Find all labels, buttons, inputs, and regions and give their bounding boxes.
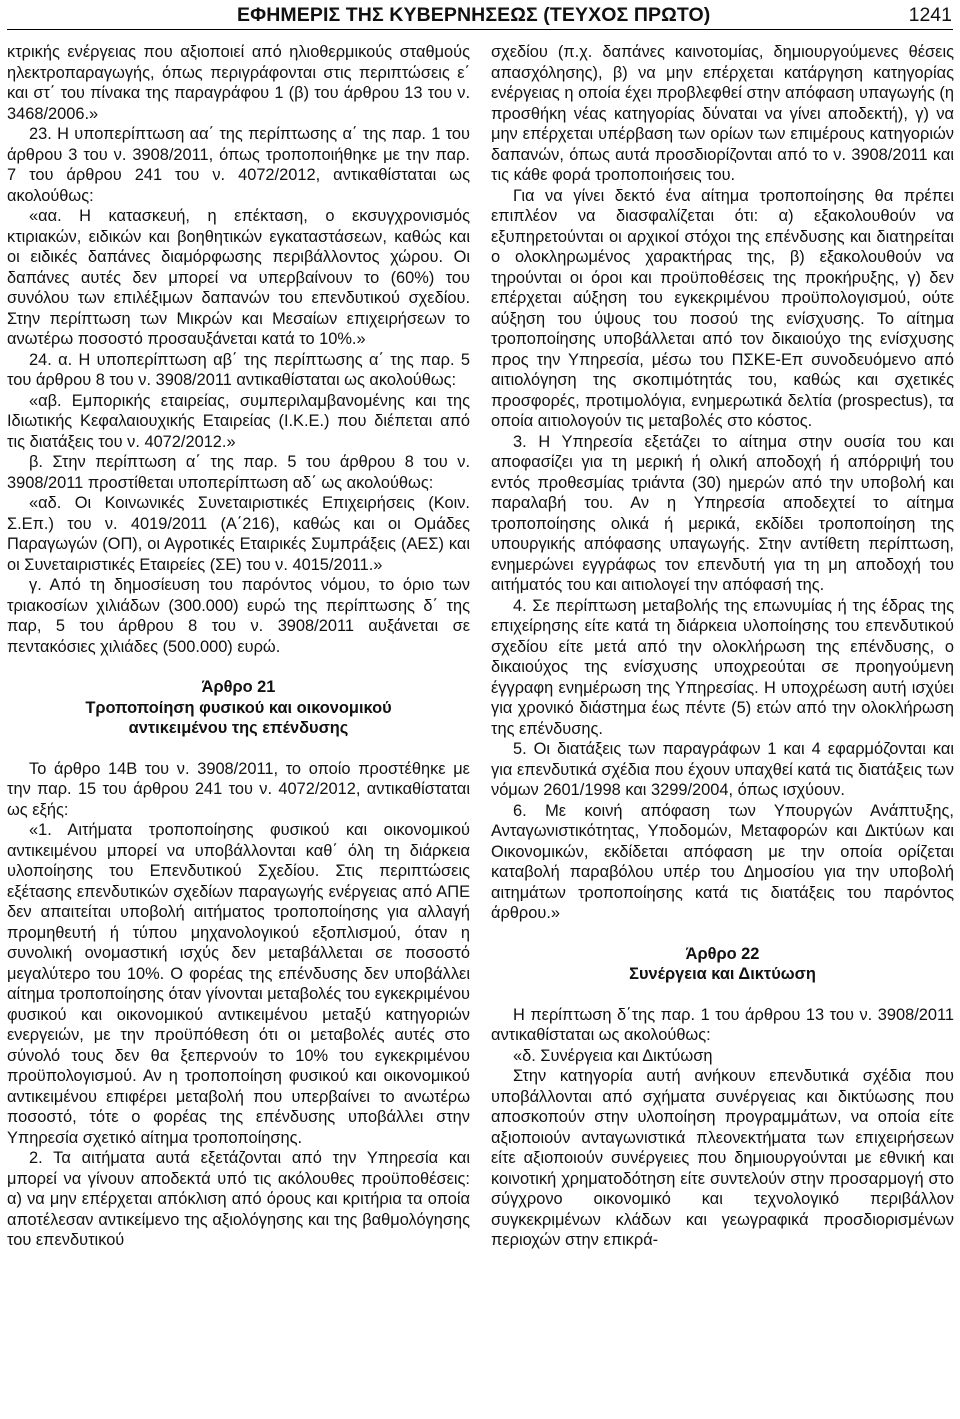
paragraph: 6. Με κοινή απόφαση των Υπουργών Ανάπτυξης, Ανταγωνιστικότητας, Υποδομών, Μεταφορών και Δικτύων και Οικονομικών, εκδίδεται απόφαση με την οποία ορίζεται καταβολή παραβόλου υπέρ του Δημοσίου για την υποβολή αιτημάτων τροποποίησης κατά τις διατάξεις του παρόντος άρθρου.»: [491, 801, 954, 922]
paragraph: Η περίπτωση δ΄της παρ. 1 του άρθρου 13 του ν. 3908/2011 αντικαθίσταται ως ακολούθως:: [491, 1005, 954, 1044]
page-number: 1241: [908, 4, 952, 26]
paragraph: 5. Οι διατάξεις των παραγράφων 1 και 4 εφαρμόζονται και για επενδυτικά σχέδια που έχουν υπαχθεί κατά τις διατάξεις των νόμων 2601/1998 και 3299/2004, όπως ισχύουν.: [491, 740, 954, 799]
article-title: αντικειμένου της επένδυσης: [128, 719, 349, 737]
paragraph: σχεδίου (π.χ. δαπάνες καινοτομίας, δημιουργούμενες θέσεις απασχόλησης), β) να μην επέρχεται κατάργηση κατηγορίας ενέργειας η οποία έχει προβλεφθεί στην απόφαση υπαγωγής (η προσθήκη νέας κατηγορίας δύναται να γίνει αποδεκτή), γ) να μην επέρχεται υπέρβαση των ορίων των επιμέρους κατηγοριών δαπανών, όπως αυτά προσδιορίζονται από το ν. 3908/2011 και τις κάθε φορά τροποποιήσεις του.: [491, 43, 954, 184]
paragraph: Για να γίνει δεκτό ένα αίτημα τροποποίησης θα πρέπει επιπλέον να διασφαλίζεται ότι: α) εξακολουθούν να εξυπηρετούνται οι αρχικοί στόχοι της επένδυσης και διατηρείται ο ολοκληρωμένος χαρακτήρας της, β) εξακολουθούν να τηρούνται οι όροι και προϋποθέσεις της προκήρυξης, γ) δεν επέρχεται αύξηση του εγκεκριμένου προϋπολογισμού, ούτε αύξηση του ύψους του ποσού της ενίσχυσης. Το αίτημα τροποποίησης υποβάλλεται από τον δικαιούχο της ενίσχυσης προς την Υπηρεσία, μέσω του ΠΣΚΕ-Επ συνοδευόμενο από αιτιολόγηση της σκοπιμότητάς του, καθώς και σχετικές προσφορές, προτιμολόγια, ενημερωτικά δελτία (prospectus), τα οποία αιτιολογούν τις μεταβολές στο κόστος.: [491, 186, 954, 430]
paragraph: Το άρθρο 14Β του ν. 3908/2011, το οποίο προστέθηκε με την παρ. 15 του άρθρου 241 του ν. 4072/2012, αντικαθίσταται ως εξής:: [7, 759, 470, 819]
paragraph: «δ. Συνέργεια και Δικτύωση: [513, 1046, 713, 1065]
paragraph: «αβ. Εμπορικής εταιρείας, συμπεριλαμβανομένης και της Ιδιωτικής Κεφαλαιουχικής Εταιρείας (Ι.Κ.Ε.) που διέπεται από τις διατάξεις του ν. 4072/2012.»: [7, 391, 470, 451]
paragraph: 23. Η υποπερίπτωση αα΄ της περίπτωσης α΄ της παρ. 1 του άρθρου 3 του ν. 3908/2011, όπως τροποποιήθηκε με την παρ. 7 του άρθρου 241 του ν. 4072/2012, αντικαθίσταται ως ακολούθως:: [7, 125, 470, 205]
left-column: [7, 42, 470, 1251]
paragraph: β. Στην περίπτωση α΄ της παρ. 5 του άρθρου 8 του ν. 3908/2011 προστίθεται υποπερίπτωση αδ΄ ως ακολούθως:: [7, 453, 470, 492]
article-number: Άρθρο 22: [685, 944, 760, 963]
paragraph: Στην κατηγορία αυτή ανήκουν επενδυτικά σχέδια που υποβάλλονται από σχήματα συνέργειας και δικτύωσης που αποσκοπούν στην υλοποίηση προγραμμάτων, να οποία είτε αξιοποιούν ανταγωνιστικά πλεονεκτήματα των επιχειρήσεων είτε αξιοποιούν συνέργειες που δημιουργούνται με εθνική και κοινοτική χρηματοδότηση είτε συντελούν στην προσαρμογή στο σύγχρονο οικονομικό και τεχνολογικό περιβάλλον συγκεκριμένων κλάδων και γεωγραφικά προσδιορισμένων περιοχών στην επικρά-: [491, 1067, 954, 1249]
article-title: Τροποποίηση φυσικού και οικονομικού: [85, 698, 392, 717]
header-divider: [7, 29, 953, 30]
gazette-title: ΕΦΗΜΕΡΙΣ ΤΗΣ ΚΥΒΕΡΝΗΣΕΩΣ (ΤΕΥΧΟΣ ΠΡΩΤΟ): [237, 4, 711, 26]
article-number: Άρθρο 21: [201, 678, 276, 696]
right-column: [491, 42, 954, 1251]
paragraph: 4. Σε περίπτωση μεταβολής της επωνυμίας ή της έδρας της επιχείρησης είτε κατά τη διάρκεια υλοποίησης του επενδυτικού σχεδίου είτε μετά από την ολοκλήρωση της επένδυσης, ο δικαιούχος της ενίσχυσης υποχρεούται σε προηγούμενη έγγραφη ενημέρωση της Υπηρεσίας. Η υποχρέωση αυτή ισχύει για χρονικό διάστημα έως πέντε (5) ετών από την ολοκλήρωση της επένδυσης.: [491, 596, 954, 738]
paragraph: 24. α. Η υποπερίπτωση αβ΄ της περίπτωσης α΄ της παρ. 5 του άρθρου 8 του ν. 3908/2011 αντικαθίσταται ως ακολούθως:: [7, 350, 470, 389]
paragraph: κτρικής ενέργειας που αξιοποιεί από ηλιοθερμικούς σταθμούς ηλεκτροπαραγωγής, όπως περιγράφονται στις περιπτώσεις ε΄ και στ΄ του πίνακα της παραγράφου 1 (β) του άρθρου 13 του ν. 3468/2006.»: [7, 43, 470, 123]
article-title: Συνέργεια και Δικτύωση: [629, 965, 816, 983]
page-header: [0, 0, 960, 30]
paragraph: «αα. Η κατασκευή, η επέκταση, ο εκσυγχρονισμός κτιριακών, ειδικών και βοηθητικών εγκαταστάσεων, καθώς και οι ειδικές δαπάνες διαμόρφωσης περιβάλλοντος χώρου. Οι δαπάνες αυτές δεν μπορεί να υπερβαίνουν το (60%) του συνόλου των επιλέξιμων δαπανών του επενδυτικού σχεδίου. Στην περίπτωση των Μικρών και Μεσαίων επιχειρήσεων το ανωτέρω ποσοστό προσαυξάνεται κατά το 10%.»: [7, 207, 470, 348]
paragraph: «αδ. Οι Κοινωνικές Συνεταιριστικές Επιχειρήσεις (Κοιν. Σ.Επ.) του ν. 4019/2011 (Α΄216), καθώς και οι Ομάδες Παραγωγών (ΟΠ), οι Αγροτικές Εταιρικές Συμπράξεις (ΑΕΣ) και οι Συνεταιριστικές Εταιρείες (ΣΕ) του ν. 4015/2011.»: [7, 494, 470, 574]
paragraph: 3. Η Υπηρεσία εξετάζει το αίτημα στην ουσία του και αποφασίζει για τη μερική ή ολική αποδοχή ή απόρριψή του εντός προθεσμίας τριάντα (30) ημερών από την υποβολή και παραλαβή του. Αν η Υπηρεσία αποδεχτεί το αίτημα τροποποίησης ολικά ή μερικά, εκδίδει τροποποίηση της υπουργικής απόφασης υπαγωγής. Στην αντίθετη περίπτωση, ενημερώνει εγγράφως τον επενδυτή για τη μη αποδοχή του αιτήματός του και αιτιολογεί την απόφασή της.: [491, 432, 954, 594]
paragraph: «1. Αιτήματα τροποποίησης φυσικού και οικονομικού αντικειμένου μπορεί να υποβάλλονται καθ΄ όλη τη διάρκεια υλοποίησης του Επενδυτικού Σχεδίου. Στις περιπτώσεις εξέτασης επενδυτικών σχεδίων παραγωγής ενέργειας από ΑΠΕ δεν απαιτείται υποβολή αιτήματος τροποποίησης για αλλαγή προμηθευτή ή τύπου μηχανολογικού εξοπλισμού, όταν η συνολική ονομαστική ισχύς δεν μεταβάλλεται σε ποσοστό μεγαλύτερο του 10%. Ο φορέας της επένδυσης δεν υποβάλλει αίτημα τροποποίησης όταν γίνονται μεταβολές του εγκεκριμένου φυσικού και οικονομικού αντικειμένου μεταξύ κατηγοριών ενεργειών, με την προϋπόθεση ότι οι μεταβολές αυτές στο σύνολό τους δεν θα ξεπερνούν το 10% του εγκεκριμένου προϋπολογισμού. Αν η τροποποίηση φυσικού και οικονομικού αντικειμένου επιφέρει μεταβολή που υπερβαίνει το ανωτέρω ποσοστό, τότε ο φορέας της επένδυσης υποβάλλει στην Υπηρεσία σχετικό αίτημα τροποποίησης.: [7, 821, 470, 1147]
paragraph: γ. Από τη δημοσίευση του παρόντος νόμου, το όριο των τριακοσίων χιλιάδων (300.000) ευρώ της περίπτωσης δ΄ της παρ, 5 του άρθρου 8 του ν. 3908/2011 αυξάνεται σε πεντακόσιες χιλιάδες (500.000) ευρώ.: [7, 576, 470, 656]
paragraph: 2. Τα αιτήματα αυτά εξετάζονται από την Υπηρεσία και μπορεί να γίνουν αποδεκτά υπό τις ακόλουθες προϋποθέσεις: α) να μην επέρχεται απόκλιση από όρους και κριτήρια τα οποία αποτέλεσαν αντικείμενο της αξιολόγησης και της βαθμολόγησης του επενδυτικού: [7, 1149, 470, 1249]
